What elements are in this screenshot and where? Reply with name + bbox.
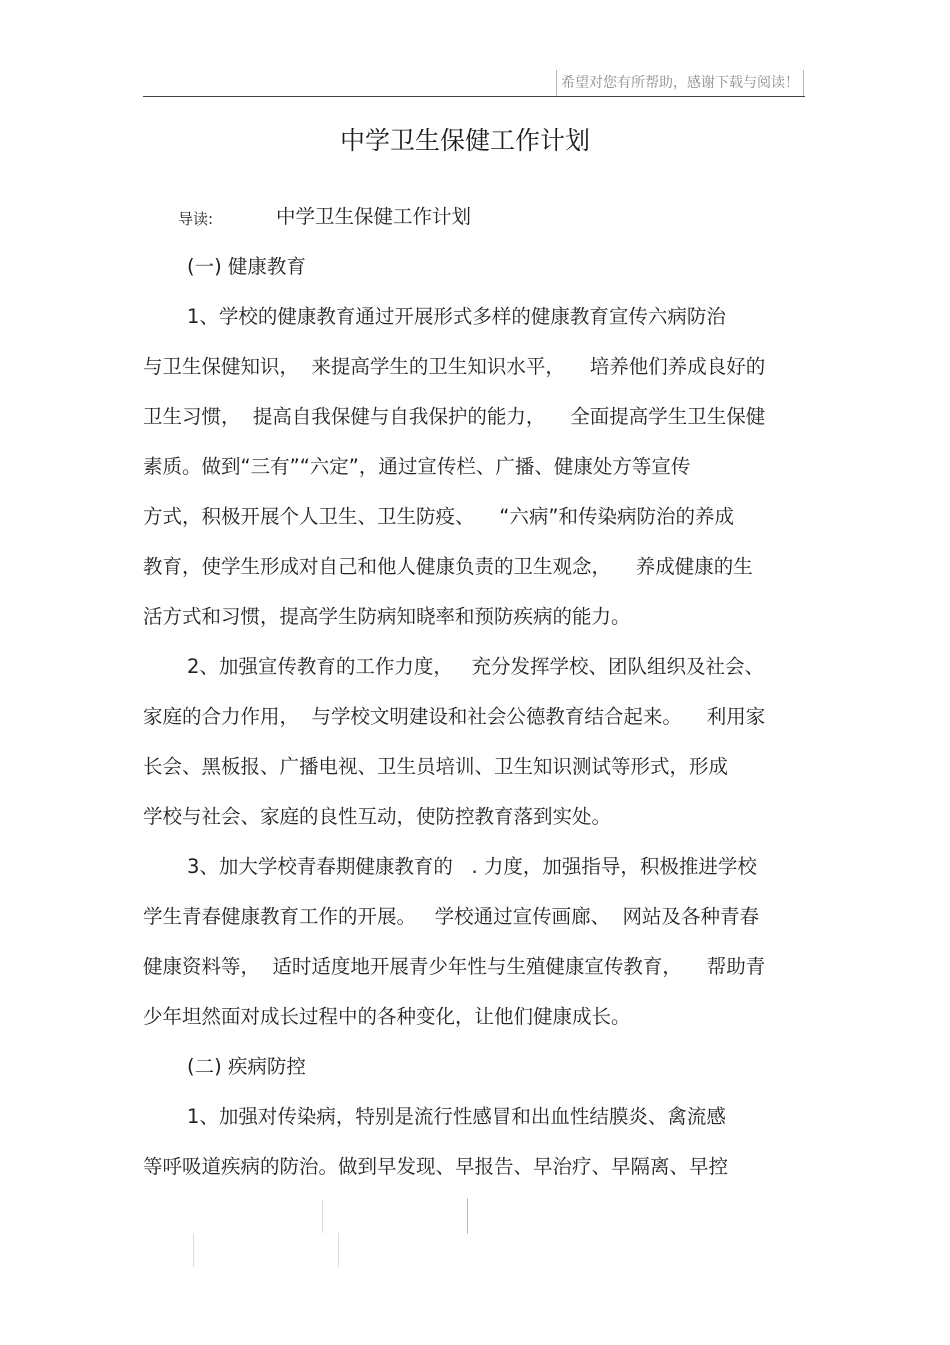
paragraph-line: 3、加大学校青春期健康教育的 . 力度，加强指导，积极推进学校 xyxy=(187,855,757,878)
paragraph-line: 方式，积极开展个人卫生、卫生防疫、 “六病”和传染病防治的养成 xyxy=(143,505,734,528)
section-heading-1: (一) 健康教育 xyxy=(187,255,306,278)
paragraph-line: 学校与社会、家庭的良性互动，使防控教育落到实处。 xyxy=(143,805,612,828)
paragraph-line: 等呼吸道疾病的防治。做到早发现、早报告、早治疗、早隔离、早控 xyxy=(143,1155,729,1178)
paragraph-line: 1、加强对传染病，特别是流行性感冒和出血性结膜炎、禽流感 xyxy=(187,1105,726,1128)
paragraph-line: 长会、黑板报、广播电视、卫生员培训、卫生知识测试等形式，形成 xyxy=(143,755,729,778)
paragraph-line: 卫生习惯， 提高自我保健与自我保护的能力， 全面提高学生卫生保健 xyxy=(143,405,766,428)
section-heading-2: (二) 疾病防控 xyxy=(187,1055,306,1078)
lead-text: 中学卫生保健工作计划 xyxy=(276,205,472,228)
paragraph-line: 活方式和习惯，提高学生防病知晓率和预防疾病的能力。 xyxy=(143,605,631,628)
paragraph-line: 家庭的合力作用， 与学校文明建设和社会公德教育结合起来。 利用家 xyxy=(143,705,766,728)
page-title: 中学卫生保健工作计划 xyxy=(339,126,590,155)
paragraph-line: 少年坦然面对成长过程中的各种变化，让他们健康成长。 xyxy=(143,1005,631,1028)
page-artifact-line xyxy=(338,1233,339,1267)
paragraph-line: 教育，使学生形成对自己和他人健康负责的卫生观念， 养成健康的生 xyxy=(143,555,753,578)
paragraph-line: 2、加强宣传教育的工作力度， 充分发挥学校、团队组织及社会、 xyxy=(187,655,765,678)
page-artifact-line xyxy=(322,1200,323,1233)
lead-label: 导读: xyxy=(178,210,214,228)
page-artifact-line xyxy=(467,1198,468,1234)
paragraph-line: 学生青春健康教育工作的开展。 学校通过宣传画廊、 网站及各种青春 xyxy=(143,905,759,928)
paragraph-line: 1、学校的健康教育通过开展形式多样的健康教育宣传六病防治 xyxy=(187,305,726,328)
paragraph-line: 健康资料等， 适时适度地开展青少年性与生殖健康宣传教育， 帮助青 xyxy=(143,955,766,978)
header-rule xyxy=(143,96,805,97)
page-artifact-line xyxy=(193,1233,194,1267)
paragraph-line: 与卫生保健知识， 来提高学生的卫生知识水平， 培养他们养成良好的 xyxy=(143,355,766,378)
header-note: 希望对您有所帮助，感谢下载与阅读！ xyxy=(556,70,804,96)
paragraph-line: 素质。做到“三有”“六定”，通过宣传栏、广播、健康处方等宣传 xyxy=(143,455,691,478)
